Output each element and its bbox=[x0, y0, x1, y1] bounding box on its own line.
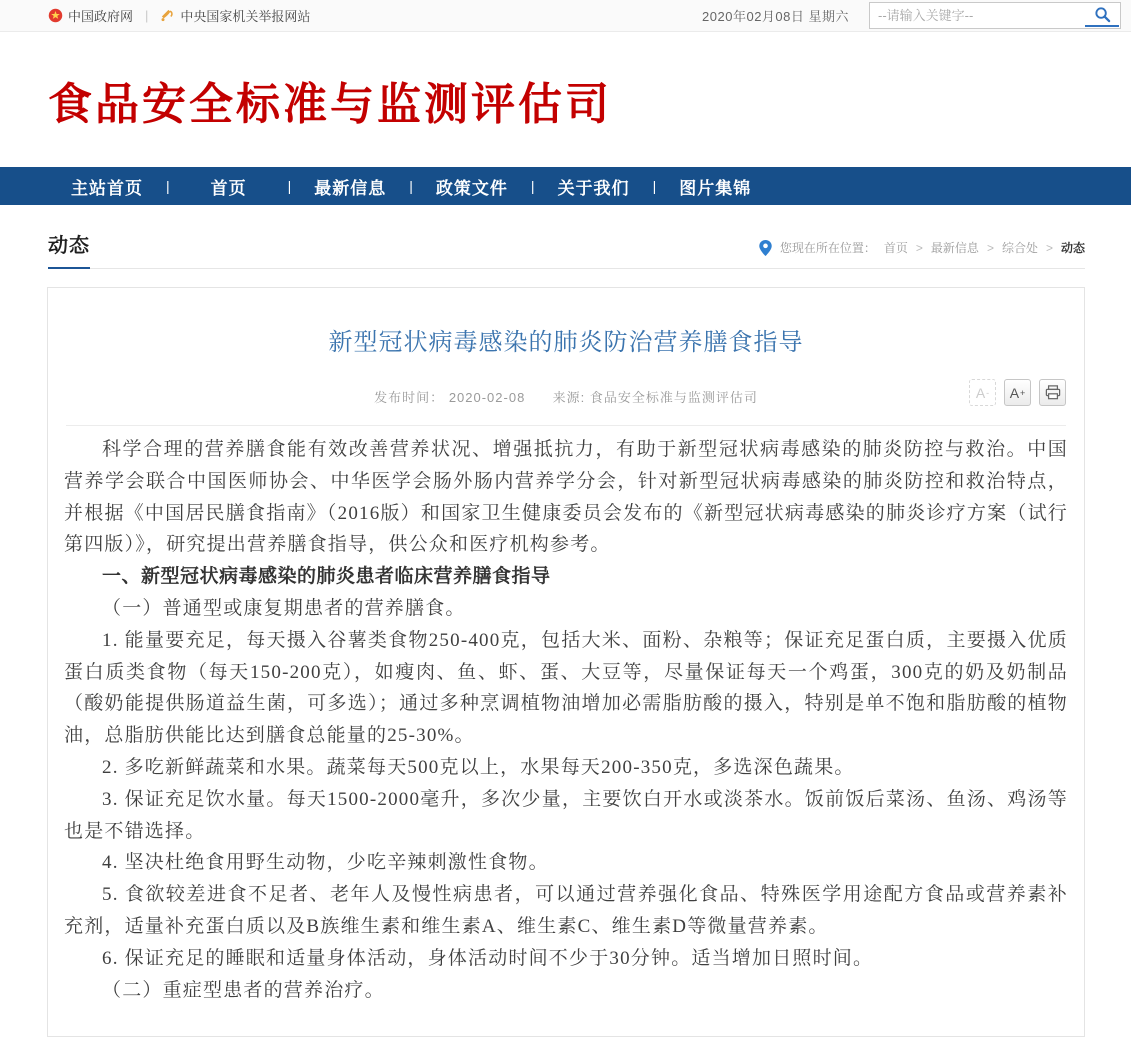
nav-separator: | bbox=[530, 178, 535, 194]
nav-item-about-us[interactable]: 关于我们 bbox=[557, 178, 630, 198]
breadcrumb-prefix: 您现在所在位置： bbox=[779, 241, 876, 255]
nav-separator: | bbox=[409, 178, 413, 194]
font-decrease-button[interactable] bbox=[969, 379, 996, 406]
paragraph: 4. 坚决杜绝食用野生动物，少吃辛辣刺激性食物。 bbox=[102, 852, 549, 874]
publish-time-label: 发布时间： bbox=[374, 390, 445, 405]
breadcrumb-current: 动态 bbox=[1060, 241, 1085, 255]
breadcrumb-latest-news[interactable]: 最新信息 bbox=[930, 241, 979, 255]
paragraph: （二）重症型患者的营养治疗。 bbox=[102, 979, 385, 1001]
breadcrumb-comprehensive-division[interactable]: 综合处 bbox=[1001, 241, 1038, 255]
section-header-row bbox=[48, 229, 1085, 269]
printer-icon bbox=[1045, 385, 1061, 400]
main-nav bbox=[0, 167, 1131, 205]
meta-divider bbox=[66, 425, 1066, 426]
paragraph: 2. 多吃新鲜蔬菜和水果。蔬菜每天500克以上，水果每天200-350克，多选深色蔬果。 bbox=[102, 756, 855, 778]
source-value: 食品安全标准与监测评估司 bbox=[589, 390, 758, 405]
publish-date: 2020-02-08 bbox=[448, 390, 526, 405]
nav-item-latest-news[interactable]: 最新信息 bbox=[314, 178, 387, 198]
section-title: 动态 bbox=[48, 229, 90, 269]
paragraph: 5. 食欲较差进食不足者、老年人及慢性病患者，可以通过营养强化食品、特殊医学用途配方食品或营养素补充剂，适量补充蛋白质以及B族维生素和维生素A、维生素C、维生素D等微量营养素。 bbox=[64, 884, 1068, 937]
nav-item-home[interactable]: 首页 bbox=[210, 178, 247, 198]
breadcrumb-separator: > bbox=[1045, 240, 1053, 255]
section-heading: 一、新型冠状病毒感染的肺炎患者临床营养膳食指导 bbox=[102, 566, 551, 588]
article-body bbox=[64, 434, 1068, 1006]
print-button[interactable] bbox=[1039, 379, 1066, 406]
report-site-link[interactable] bbox=[160, 6, 310, 25]
font-increase-sign: + bbox=[1020, 387, 1026, 398]
top-utility-bar bbox=[0, 0, 1131, 32]
current-date: 2020年02月08日 星期六 bbox=[702, 9, 849, 24]
breadcrumb bbox=[759, 239, 1085, 256]
site-title: 食品安全标准与监测评估司 bbox=[48, 79, 612, 129]
nav-separator: | bbox=[287, 178, 292, 194]
article-meta-row bbox=[64, 379, 1068, 411]
topbar-right bbox=[702, 2, 1121, 29]
font-decrease-sign: - bbox=[986, 387, 990, 398]
source-label: 来源: bbox=[552, 390, 586, 405]
search-box bbox=[869, 2, 1121, 29]
paragraph: 6. 保证充足的睡眠和适量身体活动，身体活动时间不少于30分钟。适当增加日照时间。 bbox=[102, 947, 874, 969]
breadcrumb-separator: > bbox=[915, 240, 923, 255]
paragraph: 科学合理的营养膳食能有效改善营养状况、增强抵抗力，有助于新型冠状病毒感染的肺炎防控与救治。中国营养学会联合中国医师协会、中华医学会肠外肠内营养学分会，针对新型冠状病毒感染的肺炎防控和救治特点，并根据《中国居民膳食指南》（2016版）和国家卫生健康委员会发布的《新型冠状病毒感染的肺炎诊疗方案（试行第四版）》，研究提出营养膳食指导，供公众和医疗机构参考。 bbox=[64, 439, 1068, 556]
site-header bbox=[0, 32, 1131, 167]
top-links bbox=[48, 6, 310, 25]
nav-separator: | bbox=[166, 178, 170, 194]
nav-item-policy-documents[interactable]: 政策文件 bbox=[435, 178, 508, 198]
nav-item-main-home[interactable]: 主站首页 bbox=[71, 178, 143, 198]
topbar-separator: | bbox=[145, 8, 149, 23]
gov-site-label: 中国政府网 bbox=[68, 9, 134, 24]
article-title: 新型冠状病毒感染的肺炎防治营养膳食指导 bbox=[328, 329, 804, 356]
font-increase-letter: A bbox=[1009, 384, 1020, 401]
nav-separator: | bbox=[652, 178, 657, 194]
search-icon bbox=[1094, 6, 1111, 23]
font-decrease-letter: A bbox=[975, 384, 986, 401]
location-pin-icon bbox=[759, 240, 772, 256]
search-button[interactable] bbox=[1085, 4, 1119, 27]
search-input[interactable] bbox=[870, 3, 1120, 28]
font-increase-button[interactable] bbox=[1004, 379, 1031, 406]
paragraph: （一）普通型或康复期患者的营养膳食。 bbox=[102, 597, 466, 619]
nav-item-image-gallery[interactable]: 图片集锦 bbox=[679, 178, 752, 198]
article-container bbox=[47, 287, 1085, 1037]
national-emblem-icon bbox=[48, 8, 63, 23]
paragraph: 1. 能量要充足，每天摄入谷薯类食物250-400克，包括大米、面粉、杂粮等；保证充足蛋白质，主要摄入优质蛋白质类食物（每天150-200克），如瘦肉、鱼、虾、蛋、大豆等，尽量保证每天一个鸡蛋，300克的奶及奶制品（酸奶能提供肠道益生菌，可多选）；通过多种烹调植物油增加必需脂肪酸的摄入，特别是单不饱和脂肪酸的植物油，总脂肪供能比达到膳食总能量的25-30%。 bbox=[64, 629, 1068, 747]
report-site-icon bbox=[160, 8, 175, 23]
breadcrumb-separator: > bbox=[986, 240, 994, 255]
gov-site-link[interactable] bbox=[48, 6, 133, 25]
paragraph: 3. 保证充足饮水量。每天1500-2000毫升，多次少量，主要饮白开水或淡茶水。饭前饭后菜汤、鱼汤、鸡汤等也是不错选择。 bbox=[64, 788, 1068, 842]
breadcrumb-home[interactable]: 首页 bbox=[883, 241, 908, 255]
article-meta bbox=[64, 379, 1068, 406]
report-site-label: 中央国家机关举报网站 bbox=[180, 9, 311, 24]
article-tools bbox=[969, 379, 1066, 406]
